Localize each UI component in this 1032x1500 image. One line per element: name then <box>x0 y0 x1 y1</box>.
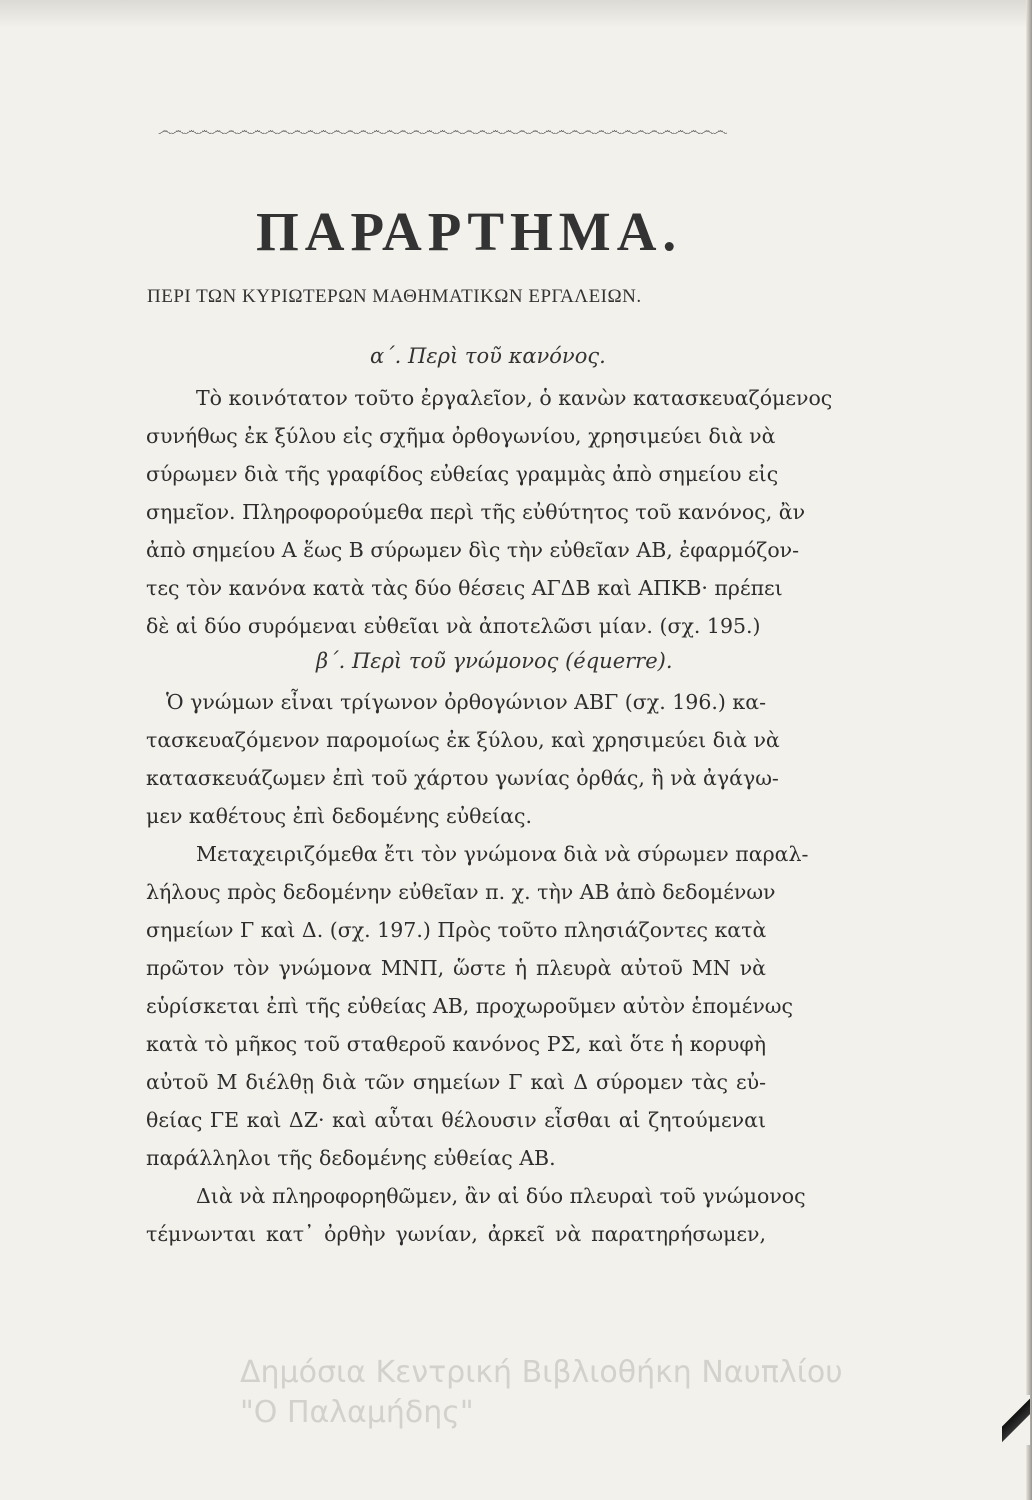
scan-shadow <box>0 0 1032 28</box>
text-line: λήλους πρὸς δεδομένην εὐθεῖαν π. χ. τὴν ΑΒ ἀπὸ δεδομένων <box>146 880 776 904</box>
section-heading-b: β΄. Περὶ τοῦ γνώμονος (équerre). <box>316 649 673 673</box>
page-subtitle: ΠΕΡΙ ΤΩΝ ΚΥΡΙΩΤΕΡΩΝ ΜΑΘΗΜΑΤΙΚΩΝ ΕΡΓΑΛΕΙΩΝ. <box>147 286 642 307</box>
text-line: σύρωμεν διὰ τῆς γραφίδος εὐθείας γραμμὰς ἀπὸ σημείου εἰς <box>146 462 779 486</box>
text-line: τασκευαζόμενον παρομοίως ἐκ ξύλου, καὶ χρησιμεύει διὰ νὰ <box>146 728 780 752</box>
library-watermark <box>240 1353 980 1433</box>
text-line: Διὰ νὰ πληροφορηθῶμεν, ἂν αἱ δύο πλευραὶ τοῦ γνώμονος <box>196 1184 806 1208</box>
text-line: Μεταχειριζόμεθα ἔτι τὸν γνώμονα διὰ νὰ σύρωμεν παραλ- <box>196 842 809 866</box>
page-edge <box>1026 0 1032 1500</box>
text-line: ἀπὸ σημείου Α ἕως Β σύρωμεν δὶς τὴν εὐθεῖαν ΑΒ, ἐφαρμόζον- <box>146 538 800 562</box>
text-line: δὲ αἱ δύο συρόμεναι εὐθεῖαι νὰ ἀποτελῶσι μίαν. (σχ. 195.) <box>146 614 761 638</box>
page-title: ΠΑΡΑΡΤΗΜΑ. <box>256 201 683 262</box>
text-line: Ὁ γνώμων εἶναι τρίγωνον ὀρθογώνιον ΑΒΓ (σχ. 196.) κα- <box>166 690 766 714</box>
ornamental-border: ෴෴෴෴෴෴෴෴෴෴෴෴෴෴෴෴෴෴෴෴෴෴෴෴෴෴෴෴෴෴෴෴෴෴෴෴෴෴෴෴෴෴෴ <box>158 121 727 139</box>
text-line: κατὰ τὸ μῆκος τοῦ σταθεροῦ κανόνος ΡΣ, καὶ ὅτε ἡ κορυφὴ <box>146 1032 766 1056</box>
text-line: αὐτοῦ Μ διέλθῃ διὰ τῶν σημείων Γ καὶ Δ σύρομεν τὰς εὐ- <box>146 1070 766 1094</box>
text-line: Τὸ κοινότατον τοῦτο ἐργαλεῖον, ὁ κανὼν κατασκευαζόμενος <box>196 386 833 410</box>
section-heading-a: α΄. Περὶ τοῦ κανόνος. <box>370 344 606 368</box>
text-line: συνήθως ἐκ ξύλου εἰς σχῆμα ὀρθογωνίου, χρησιμεύει διὰ νὰ <box>146 424 776 448</box>
text-line: θείας ΓΕ καὶ ΔΖ· καὶ αὗται θέλουσιν εἶσθαι αἱ ζητούμεναι <box>146 1108 766 1132</box>
text-line: σημεῖον. Πληροφορούμεθα περὶ τῆς εὐθύτητος τοῦ κανόνος, ἂν <box>146 500 806 524</box>
text-line: παράλληλοι τῆς δεδομένης εὐθείας ΑΒ. <box>146 1146 556 1170</box>
text-line: τες τὸν κανόνα κατὰ τὰς δύο θέσεις ΑΓΔΒ καὶ ΑΠΚΒ· πρέπει <box>146 576 783 600</box>
text-line: πρῶτον τὸν γνώμονα ΜΝΠ, ὥστε ἡ πλευρὰ αὐτοῦ ΜΝ νὰ <box>146 956 766 980</box>
text-line: εὑρίσκεται ἐπὶ τῆς εὐθείας ΑΒ, προχωροῦμεν αὐτὸν ἑπομένως <box>146 994 793 1018</box>
text-line: τέμνωνται κατ᾽ ὀρθὴν γωνίαν, ἀρκεῖ νὰ παρατηρήσωμεν, <box>146 1222 766 1246</box>
corner-mark <box>1002 1395 1030 1445</box>
watermark-line-1: Δημόσια Κεντρική Βιβλιοθήκη Ναυπλίου <box>240 1355 843 1390</box>
text-line: σημείων Γ καὶ Δ. (σχ. 197.) Πρὸς τοῦτο πλησιάζοντες κατὰ <box>146 918 767 942</box>
text-line: κατασκευάζωμεν ἐπὶ τοῦ χάρτου γωνίας ὀρθάς, ἢ νὰ ἀγάγω- <box>146 766 779 790</box>
watermark-line-2: "Ο Παλαμήδης" <box>240 1395 474 1430</box>
text-line: μεν καθέτους ἐπὶ δεδομένης εὐθείας. <box>146 804 532 828</box>
